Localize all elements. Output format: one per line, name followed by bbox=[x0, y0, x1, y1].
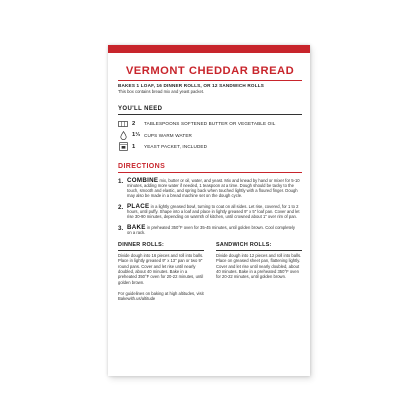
need-qty: 1⅓ bbox=[132, 132, 141, 139]
sandwich-rolls-heading: SANDWICH ROLLS: bbox=[216, 242, 272, 249]
dinner-rolls-text: Divide dough into 16 pieces and roll into balls. Place in lightly greased 9" x 13" pan or two 9" round pans. Cover and let rise until nearly doubled, about 40 minutes. Bake in a preheated 350°F oven for 20-22 minutes, until golden brown. bbox=[118, 253, 204, 285]
step-number: 1. bbox=[118, 177, 124, 185]
you-need-divider bbox=[118, 114, 302, 115]
directions-heading: DIRECTIONS bbox=[118, 162, 166, 170]
contents-note: This box contains bread mix and yeast packet. bbox=[118, 89, 205, 94]
product-box-back bbox=[108, 45, 310, 376]
dinner-rolls-heading: DINNER ROLLS: bbox=[118, 242, 165, 249]
you-need-heading: YOU'LL NEED bbox=[118, 106, 163, 112]
dinner-rolls-divider bbox=[118, 250, 204, 251]
step-number: 3. bbox=[118, 224, 124, 232]
need-item-yeast bbox=[118, 141, 302, 153]
you-need-list bbox=[118, 118, 302, 153]
step-text: mix, butter or oil, water, and yeast. Mix and knead by hand or mixer for 5-10 minutes, adding more water if needed, 1 teaspoon at a time. Dough should be tacky to the touch, smooth and elastic, and spring back when touched lightly with a floured finger. Dough may also be made in a bread machine set on the dough cycle. bbox=[127, 177, 300, 199]
need-item-butter bbox=[118, 118, 302, 130]
sandwich-rolls-section bbox=[216, 242, 302, 301]
need-qty: 1 bbox=[132, 143, 136, 150]
direction-step bbox=[118, 225, 302, 236]
butter-stick-icon bbox=[118, 119, 128, 128]
step-text: in preheated 350°F oven for 35-45 minutes, until golden brown. Cool completely on a rack. bbox=[127, 224, 295, 235]
yeast-packet-icon bbox=[118, 142, 128, 151]
sandwich-rolls-text: Divide dough into 12 pieces and roll into balls. Place on greased sheet pan, flattening lightly. Cover and let rise until nearly doubled, about 40 minutes. Bake in a preheated 350°F oven for 20-22 minutes, until golden brown. bbox=[216, 253, 302, 280]
top-color-band bbox=[108, 45, 310, 53]
need-text: CUPS WARM WATER bbox=[144, 132, 193, 138]
title-divider bbox=[118, 80, 302, 81]
step-keyword: PLACE bbox=[127, 202, 150, 210]
directions-divider bbox=[118, 172, 302, 173]
product-title: VERMONT CHEDDAR BREAD bbox=[125, 65, 295, 77]
directions-list bbox=[118, 178, 302, 236]
step-text: in a lightly greased bowl, turning to coat on all sides. Let rise, covered, for 1 to 2 hours, until puffy. Shape into a loaf and place in lightly greased 9" x 5" loaf pan. Cover and let rise 30-90 minutes, depending on warmth of kitchen, until crowned about 1" over rim of pan. bbox=[127, 203, 300, 220]
need-text: TABLESPOONS SOFTENED BUTTER OR VEGETABLE OIL bbox=[144, 121, 276, 127]
altitude-footnote: For guidelines on baking at high altitudes, visit Bakewith.us/altitude bbox=[118, 290, 204, 302]
yield-subtitle: BAKES 1 LOAF, 16 DINNER ROLLS, OR 12 SANDWICH ROLLS bbox=[118, 83, 264, 88]
water-drop-icon bbox=[118, 131, 128, 140]
step-body bbox=[127, 225, 300, 236]
roll-variations bbox=[118, 242, 302, 301]
dinner-rolls-section bbox=[118, 242, 204, 301]
step-keyword: BAKE bbox=[127, 223, 146, 231]
need-item-water bbox=[118, 130, 302, 142]
step-body bbox=[127, 204, 300, 220]
direction-step bbox=[118, 204, 302, 220]
need-qty: 2 bbox=[132, 120, 136, 127]
step-keyword: COMBINE bbox=[127, 176, 159, 184]
need-text: YEAST PACKET, INCLUDED bbox=[144, 144, 208, 150]
direction-step bbox=[118, 178, 302, 199]
step-number: 2. bbox=[118, 203, 124, 211]
box-content bbox=[118, 53, 302, 302]
sandwich-rolls-divider bbox=[216, 250, 302, 251]
step-body bbox=[127, 178, 300, 199]
